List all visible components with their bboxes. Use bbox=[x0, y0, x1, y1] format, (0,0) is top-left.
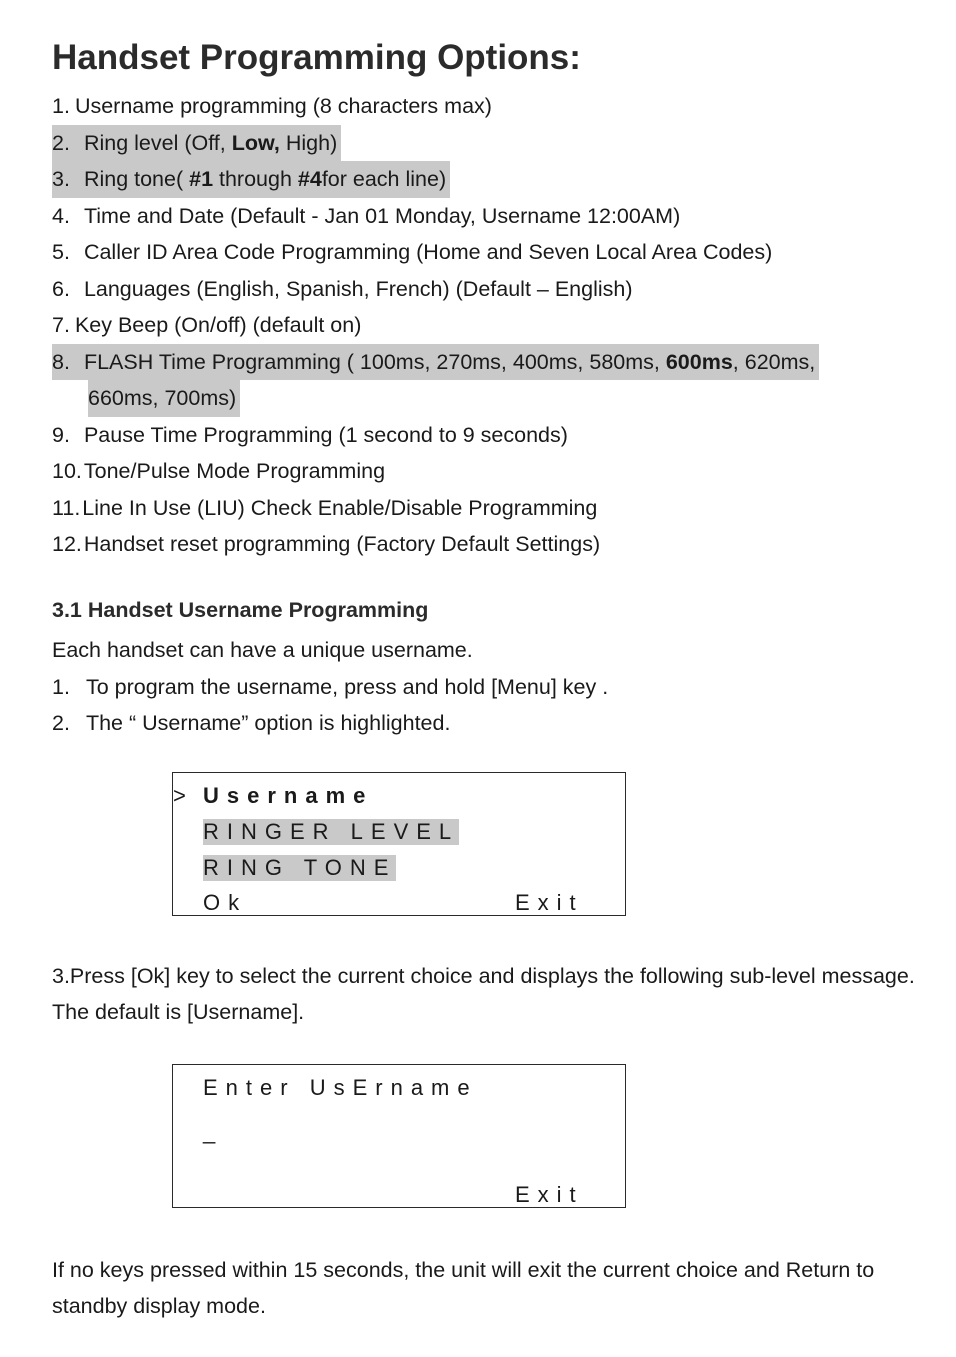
option-item bbox=[52, 490, 922, 527]
option-content bbox=[52, 240, 772, 264]
option-item bbox=[52, 526, 922, 563]
option-text: Pause Time Programming (1 second to 9 seconds) bbox=[83, 422, 568, 447]
option-text: Languages (English, Spanish, French) (Default – English) bbox=[83, 276, 633, 301]
option-content bbox=[52, 94, 492, 118]
highlighted-option bbox=[88, 380, 240, 417]
option-item bbox=[52, 271, 922, 308]
option-number: 8. bbox=[52, 349, 70, 374]
option-content bbox=[52, 313, 361, 337]
option-text: for each line) bbox=[321, 167, 447, 191]
option-item bbox=[52, 417, 922, 454]
option-item bbox=[52, 344, 922, 381]
step-3-text: 3.Press [Ok] key to select the current choice and displays the following sub-level message. The default is [Username]. bbox=[52, 964, 915, 1024]
option-text: FLASH Time Programming ( 100ms, 270ms, 400ms, 580ms, bbox=[83, 349, 666, 374]
option-item bbox=[52, 161, 922, 198]
footer-note: If no keys pressed within 15 seconds, the unit will exit the current choice and Return to standby display mode. bbox=[52, 1258, 875, 1318]
lcd-menu-item-ring-tone: RING TONE bbox=[203, 855, 397, 880]
step-number: 1. bbox=[52, 674, 70, 699]
lcd-softkey-exit: Exit bbox=[515, 1182, 584, 1207]
option-text: Time and Date (Default - Jan 01 Monday, Username 12:00AM) bbox=[83, 203, 681, 228]
step-item bbox=[52, 705, 922, 742]
option-text: Ring tone( bbox=[83, 167, 190, 191]
option-content bbox=[52, 277, 633, 301]
option-number: 9. bbox=[52, 422, 70, 447]
highlighted-option bbox=[52, 161, 450, 198]
option-text: 600ms bbox=[665, 349, 733, 374]
lcd-text-cursor: _ bbox=[203, 1119, 224, 1144]
option-item bbox=[52, 198, 922, 235]
lcd-prompt: Enter UsErname bbox=[203, 1075, 478, 1100]
option-content bbox=[52, 532, 600, 556]
option-item bbox=[52, 234, 922, 271]
step-item bbox=[52, 669, 922, 706]
step-text: The “ Username” option is highlighted. bbox=[85, 711, 451, 735]
lcd-softkey-ok: Ok bbox=[203, 890, 248, 915]
section-heading: 3.1 Handset Username Programming bbox=[52, 598, 429, 622]
option-number: 7. bbox=[52, 313, 70, 337]
option-text: Username programming (8 characters max) bbox=[74, 94, 492, 118]
option-text: , 620ms, bbox=[732, 349, 816, 374]
option-text: Caller ID Area Code Programming (Home and Seven Local Area Codes) bbox=[83, 240, 773, 264]
option-number: 2. bbox=[52, 130, 70, 155]
lcd-softkey-exit: Exit bbox=[515, 890, 584, 915]
highlighted-option bbox=[52, 344, 819, 381]
option-text: Handset reset programming (Factory Default Settings) bbox=[83, 532, 601, 556]
page-title: Handset Programming Options: bbox=[52, 38, 581, 77]
option-number: 6. bbox=[52, 276, 70, 301]
option-number: 10. bbox=[52, 459, 82, 483]
option-text: Line In Use (LIU) Check Enable/Disable Programming bbox=[82, 495, 598, 520]
lcd-menu-item-ringer-level: RINGER LEVEL bbox=[203, 819, 460, 844]
options-list bbox=[52, 88, 922, 563]
option-text: #1 bbox=[189, 167, 214, 191]
lcd-username-display bbox=[172, 1064, 626, 1208]
option-content bbox=[52, 496, 597, 520]
option-text: High) bbox=[279, 130, 338, 155]
option-text: Low, bbox=[231, 130, 280, 155]
option-number: 5. bbox=[52, 240, 70, 264]
option-item bbox=[52, 453, 922, 490]
option-text: Ring level (Off, bbox=[83, 130, 232, 155]
option-content bbox=[52, 204, 680, 228]
lcd-menu-display bbox=[172, 772, 626, 916]
section-intro: Each handset can have a unique username. bbox=[52, 638, 473, 662]
option-content bbox=[52, 423, 568, 447]
option-item bbox=[52, 88, 922, 125]
option-text: 660ms, 700ms) bbox=[88, 386, 237, 410]
selection-cursor: > bbox=[173, 783, 186, 808]
option-number: 1. bbox=[52, 94, 70, 118]
option-item bbox=[52, 380, 922, 417]
option-number: 4. bbox=[52, 203, 70, 228]
option-content bbox=[52, 459, 385, 483]
option-text: #4 bbox=[297, 167, 322, 191]
option-number: 3. bbox=[52, 167, 70, 191]
section-body bbox=[52, 632, 922, 742]
lcd-menu-item-username: Username bbox=[203, 783, 374, 808]
option-text: through bbox=[213, 167, 298, 191]
highlighted-option bbox=[52, 125, 341, 162]
option-number: 11. bbox=[52, 495, 81, 520]
option-item bbox=[52, 307, 922, 344]
option-item bbox=[52, 125, 922, 162]
option-text: Key Beep (On/off) (default on) bbox=[74, 313, 362, 337]
option-text: Tone/Pulse Mode Programming bbox=[83, 459, 386, 483]
option-number: 12. bbox=[52, 532, 82, 556]
step-text: To program the username, press and hold [Menu] key . bbox=[85, 674, 609, 699]
step-number: 2. bbox=[52, 711, 70, 735]
